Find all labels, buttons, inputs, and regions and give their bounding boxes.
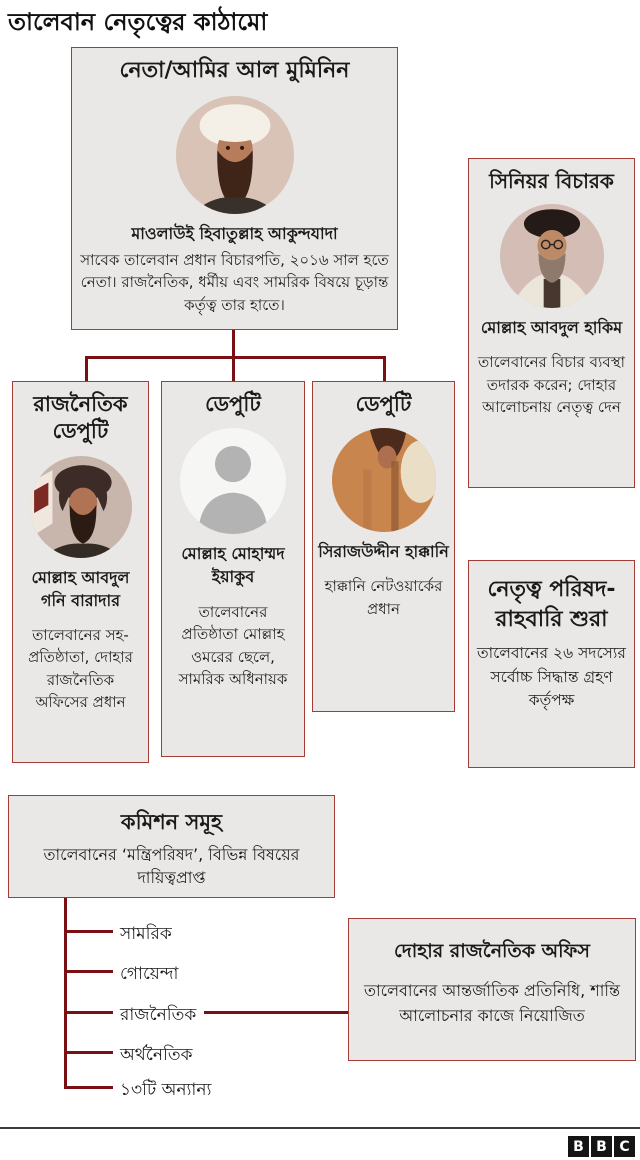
deputy-political-name: মোল্লাহ আবদুল গনি বারাদার <box>31 567 130 610</box>
bbc-logo-block-1: B <box>568 1136 589 1157</box>
leader-role: নেতা/আমির আল মুমিনিন <box>119 58 350 83</box>
deputy-haqqani-name: সিরাজউদ্দীন হাক্কানি <box>318 542 449 562</box>
doha-office-desc: তালেবানের আন্তর্জাতিক প্রতিনিধি, শান্তি আলোচনার কাজে নিয়োজিত <box>364 981 620 1025</box>
commissions-desc: তালেবানের ‘মন্ত্রিপরিষদ’, বিভিন্ন বিষয়ের দায়িত্বপ্রাপ্ত <box>43 845 300 888</box>
commission-item-economic: অর্থনৈতিক <box>120 1045 193 1065</box>
leader-desc: সাবেক তালেবান প্রধান বিচারপতি, ২০১৬ সাল হতে নেতা। রাজনৈতিক, ধর্মীয় এবং সামরিক বিষয়ে চূড়ান্ত কর্তৃত্ব তার হাতে। <box>80 250 389 314</box>
connector-leader-stem <box>232 330 235 356</box>
doha-office-title: দোহার রাজনৈতিক অফিস <box>394 940 590 962</box>
tree-branch-intelligence <box>64 970 113 973</box>
deputy-yaqoob-card <box>161 381 305 757</box>
doha-office-card <box>348 918 636 1061</box>
deputy-political-desc: তালেবানের সহ-প্রতিষ্ঠাতা, দোহার রাজনৈতিক অফিসের প্রধান <box>28 625 133 712</box>
deputy-political-photo <box>30 456 132 558</box>
deputy-yaqoob-role: ডেপুটি <box>205 392 261 416</box>
anonymous-silhouette-graphic <box>180 428 286 534</box>
senior-judge-portrait-graphic <box>500 204 604 308</box>
deputy-haqqani-portrait-graphic <box>332 428 436 532</box>
deputy-haqqani-photo <box>332 428 436 532</box>
leadership-council-desc: তালেবানের ২৬ সদস্যের সর্বোচ্চ সিদ্ধান্ত গ্রহণ কর্তৃপক্ষ <box>477 644 626 709</box>
senior-judge-role: সিনিয়র বিচারক <box>489 169 614 193</box>
commission-item-others: ১৩টি অন্যান্য <box>120 1080 212 1100</box>
deputy-political-card <box>12 381 149 763</box>
connector-horizontal-bar <box>85 356 386 359</box>
leader-photo <box>176 96 294 214</box>
deputy-yaqoob-desc: তালেবানের প্রতিষ্ঠাতা মোল্লাহ ওমরের ছেলে, সামরিক অধিনায়ক <box>178 602 288 689</box>
commissions-title: কমিশন সমূহ <box>120 810 223 834</box>
commission-item-political: রাজনৈতিক <box>120 1005 197 1025</box>
senior-judge-name: মোল্লাহ আবদুল হাকিম <box>480 318 623 337</box>
deputy-yaqoob-photo <box>180 428 286 534</box>
senior-judge-desc: তালেবানের বিচার ব্যবস্থা তদারক করেন; দোহার আলোচনায় নেতৃত্ব দেন <box>478 353 625 417</box>
connector-drop-left <box>85 356 88 382</box>
connector-drop-middle <box>232 356 235 382</box>
deputy-political-portrait-graphic <box>30 456 132 558</box>
commission-item-intelligence: গোয়েন্দা <box>120 964 179 984</box>
deputy-political-role: রাজনৈতিক ডেপুটি <box>33 392 128 444</box>
connector-political-to-doha <box>204 1011 348 1014</box>
tree-trunk-line <box>64 898 67 1088</box>
bbc-logo <box>568 1136 635 1157</box>
footer-divider <box>0 1127 640 1129</box>
bbc-logo-block-3: C <box>614 1136 635 1157</box>
tree-branch-others <box>64 1086 113 1089</box>
deputy-haqqani-card <box>312 381 455 712</box>
bbc-logo-block-2: B <box>591 1136 612 1157</box>
connector-drop-right <box>383 356 386 382</box>
deputy-haqqani-desc: হাক্কানি নেটওয়ার্কের প্রধান <box>324 577 443 618</box>
leadership-council-card <box>468 560 635 768</box>
deputy-yaqoob-name: মোল্লাহ মোহাম্মদ ইয়াকুব <box>181 544 285 587</box>
page-title: তালেবান নেতৃত্বের কাঠামো <box>8 8 268 36</box>
commissions-card <box>8 795 335 898</box>
leader-portrait-graphic <box>176 96 294 214</box>
tree-branch-economic <box>64 1051 113 1054</box>
senior-judge-photo <box>500 204 604 308</box>
leader-name: মাওলাউই হিবাতুল্লাহ আকুন্দযাদা <box>131 223 338 243</box>
tree-branch-military <box>64 930 113 933</box>
deputy-haqqani-role: ডেপুটি <box>355 392 412 416</box>
commission-item-military: সামরিক <box>120 924 172 944</box>
leadership-council-title: নেতৃত্ব পরিষদ- রাহবারি শুরা <box>487 577 616 632</box>
leader-card <box>71 47 398 330</box>
tree-branch-political <box>64 1011 113 1014</box>
senior-judge-card <box>468 158 635 488</box>
